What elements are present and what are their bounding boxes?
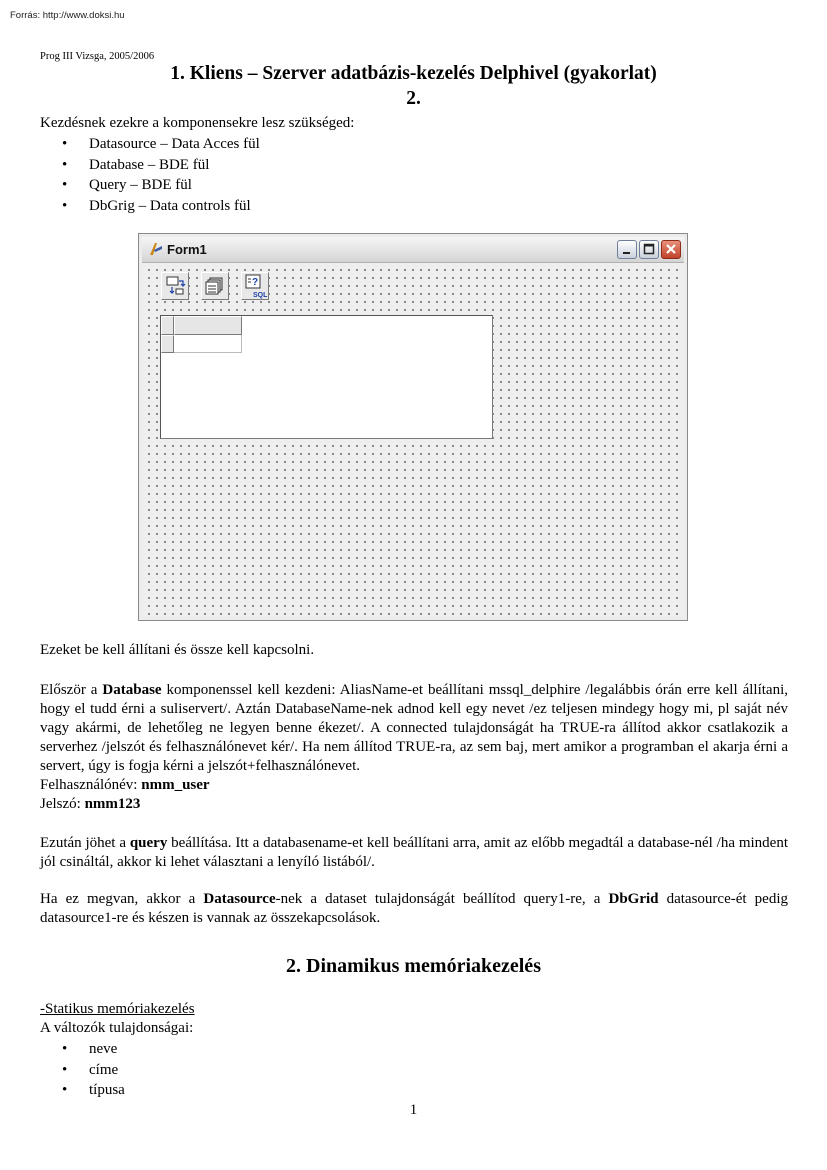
database-keyword: Database xyxy=(102,682,162,698)
form-client-area xyxy=(142,263,684,617)
list-item: • Database – BDE fül xyxy=(40,155,260,176)
course-header: Prog III Vizsga, 2005/2006 xyxy=(40,51,155,62)
page-number: 1 xyxy=(409,1102,418,1118)
variable-properties-intro: A változók tulajdonságai: xyxy=(40,1020,194,1036)
minimize-icon xyxy=(618,241,636,258)
dbgrid-keyword: DbGrid xyxy=(608,891,659,907)
delphi-icon xyxy=(148,241,164,257)
grid-column-header[interactable] xyxy=(174,316,242,335)
grid-cell[interactable] xyxy=(174,335,242,353)
query-paragraph: Ezután jöhet a query beállítása. Itt a databasename-et kell beállítani arra, amit az előbb megadtál a database-nél /ha mindent jól csináltál, akkor ki lehet választani a lenyíló listából/. xyxy=(40,835,788,870)
password-line: Jelszó: nmm123 xyxy=(40,796,141,812)
close-button[interactable] xyxy=(661,240,681,259)
list-item: • típusa xyxy=(40,1080,125,1101)
list-item: • Query – BDE fül xyxy=(40,175,260,196)
query-keyword: query xyxy=(129,835,168,851)
dbgrid-component[interactable] xyxy=(160,315,493,439)
minimize-button[interactable] xyxy=(617,240,637,259)
svg-text:?: ? xyxy=(252,277,259,288)
page-title: 1. Kliens – Szerver adatbázis-kezelés Delphivel (gyakorlat) xyxy=(170,63,657,84)
intro-text: Kezdésnek ezekre a komponensekre lesz szükséged: xyxy=(40,115,355,131)
page-title-line2: 2. xyxy=(406,88,421,109)
query-icon xyxy=(242,273,268,299)
close-icon xyxy=(662,241,680,258)
list-item: • neve xyxy=(40,1039,125,1060)
datasource-keyword: Datasource xyxy=(203,891,276,907)
sql-label: SQL xyxy=(253,292,268,299)
form-title: Form1 xyxy=(167,242,207,257)
setup-note: Ezeket be kell állítani és össze kell kapcsolni. xyxy=(40,642,315,658)
component-list xyxy=(40,134,260,216)
maximize-icon xyxy=(640,241,658,258)
list-item: • DbGrig – Data controls fül xyxy=(40,196,260,217)
password-value: nmm123 xyxy=(84,796,141,812)
grid-indicator-corner xyxy=(161,316,174,335)
datasource-icon xyxy=(162,273,188,299)
username-line: Felhasználónév: nmm_user xyxy=(40,777,210,793)
list-item: • Datasource – Data Acces fül xyxy=(40,134,260,155)
database-paragraph: Először a Database komponenssel kell kezdeni: AliasName-et beállítani mssql_delphire /legalábbis órán erre kell állítani, hogy el tudd érni a suliservert/. Aztán DatabaseName-nek adnod kell egy nevet /ez teljesen mindegy hogy mi, pl saját név vagy akármi, de lehetőleg ne legyen benne ékezet/. A connected tulajdonságát ha TRUE-ra állítod akkor csatlakozik a serverhez /jelszót és felhasználónevet kér/. Ha nem állítod TRUE-ra, az sem baj, mert amikor a programban el akarja érni a servert, úgy is fogja kérni a jelszót+felhasználónevet. xyxy=(40,682,788,774)
source-url: Forrás: http://www.doksi.hu xyxy=(10,10,125,21)
variable-properties-list xyxy=(40,1039,125,1101)
datasource-paragraph: Ha ez megvan, akkor a Datasource-nek a dataset tulajdonságát beállítod query1-re, a DbGrid datasource-ét pedig datasource1-re és készen is vannak az összekapcsolások. xyxy=(40,891,788,926)
username-value: nmm_user xyxy=(141,777,210,793)
datasource-component[interactable] xyxy=(161,272,189,300)
database-component[interactable] xyxy=(201,272,229,300)
database-icon xyxy=(202,273,228,299)
section-title: 2. Dinamikus memóriakezelés xyxy=(286,955,541,977)
form-title-bar xyxy=(142,237,684,263)
grid-row-indicator[interactable] xyxy=(161,335,174,353)
query-component[interactable] xyxy=(241,272,269,300)
delphi-form-window xyxy=(138,233,688,621)
maximize-button[interactable] xyxy=(639,240,659,259)
static-memory-heading: -Statikus memóriakezelés xyxy=(40,1001,195,1017)
list-item: • címe xyxy=(40,1060,125,1081)
